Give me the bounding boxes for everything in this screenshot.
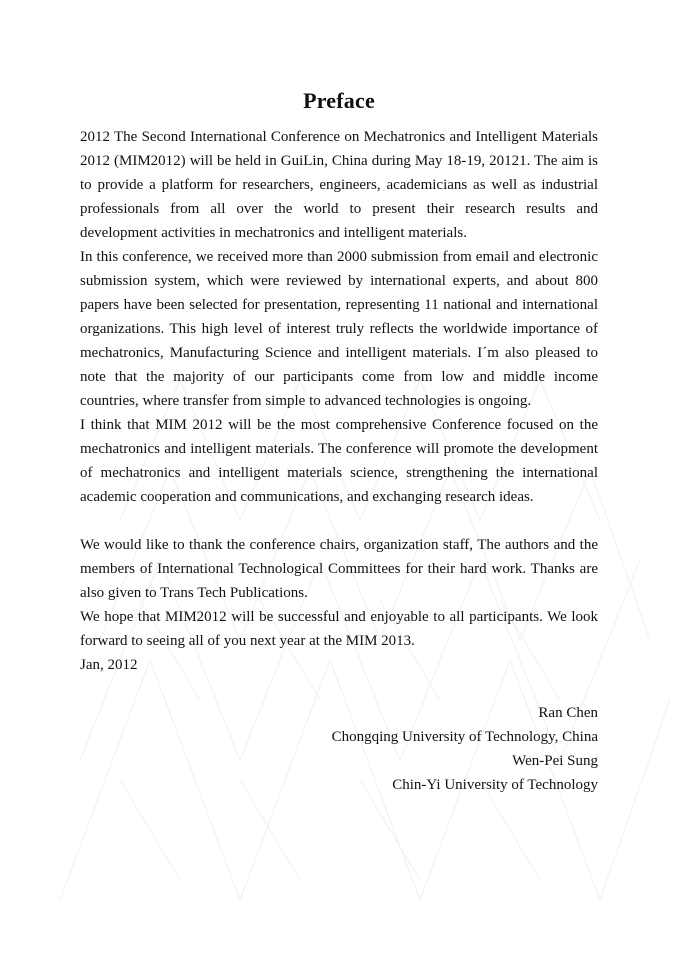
paragraph-intro: 2012 The Second International Conference on Mechatronics and Intelligent Materials 2012 (MIM2012) will be held in GuiLin, China during May 18-19, 20121. The aim is to provide a platform for researchers, engineers, academicians as well as industrial professionals from all over the world to present their research results and development activities in mechatronics and intelligent materials. xyxy=(80,129,598,241)
paragraph-gap xyxy=(80,509,598,533)
date-line: Jan, 2012 xyxy=(80,657,138,673)
signature-name-1: Ran Chen xyxy=(538,705,598,721)
paragraph-conference-focus: I think that MIM 2012 will be the most comprehensive Conference focused on the mechatronics and intelligent materials. The conference will promote the development of mechatronics and intelligent materials science, strengthening the international academic cooperation and communications, and exchanging research ideas. xyxy=(80,417,598,505)
paragraph-submissions: In this conference, we received more than 2000 submission from email and electronic submission system, which were reviewed by international experts, and about 800 papers have been selected for presentation, representing 11 national and international organizations. This high level of interest truly reflects the worldwide importance of mechatronics, Manufacturing Science and intelligent materials. I´m also pleased to note that the majority of our participants come from low and middle income countries, where transfer from simple to advanced technologies is ongoing. xyxy=(80,249,598,409)
paragraph-acknowledgements: We would like to thank the conference chairs, organization staff, The authors and the members of International Technological Committees for their hard work. Thanks are also given to Trans Tech Publications. xyxy=(80,537,598,601)
preface-page xyxy=(80,0,598,797)
signature-affiliation-2: Chin-Yi University of Technology xyxy=(392,777,598,793)
preface-body xyxy=(80,125,598,677)
page-title: Preface xyxy=(303,88,375,113)
signature-name-2: Wen-Pei Sung xyxy=(512,753,598,769)
paragraph-closing-wish: We hope that MIM2012 will be successful and enjoyable to all participants. We look forward to seeing all of you next year at the MIM 2013. xyxy=(80,609,598,649)
signature-affiliation-1: Chongqing University of Technology, China xyxy=(331,729,598,745)
signature-block xyxy=(80,701,598,797)
